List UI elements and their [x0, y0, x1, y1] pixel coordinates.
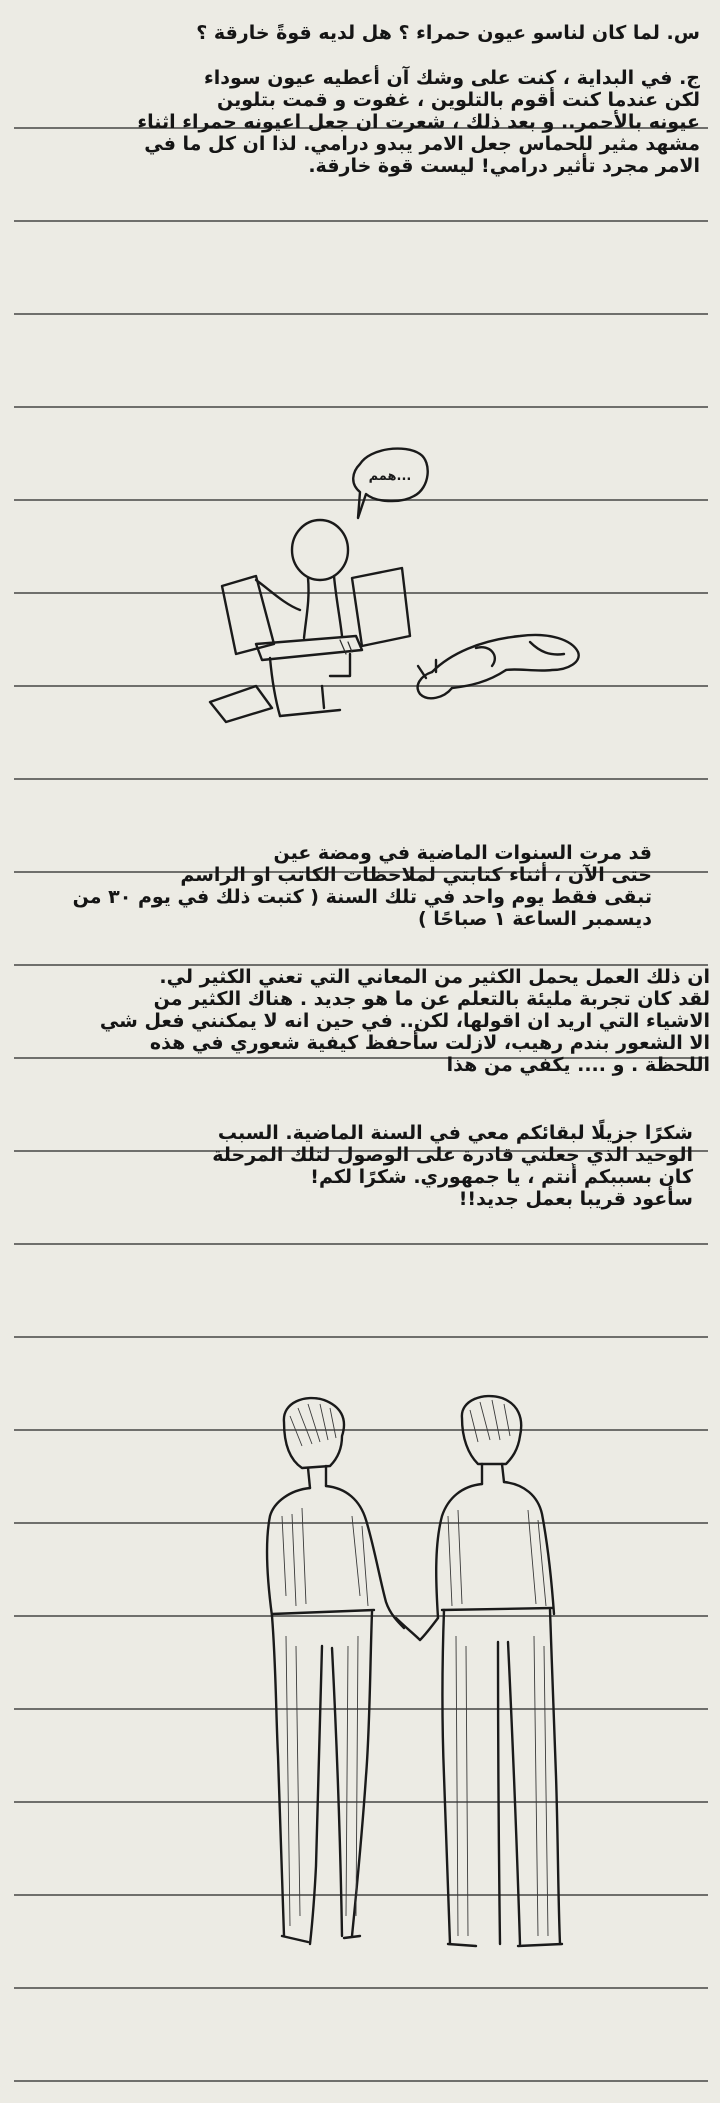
note-line: اللحظة . و .... يكفي من هذا [446, 1054, 710, 1076]
ruled-line [14, 1336, 708, 1338]
thinking-bubble-text: همم... [368, 469, 412, 484]
note-line: لقد كان تجربة مليئة بالتعلم عن ما هو جديد . هناك الكثير من [153, 988, 710, 1010]
note-line: كان بسببكم أنتم ، يا جمهوري. شكرًا لكم! [310, 1166, 693, 1188]
note-line: سأعود قريبا بعمل جديد!! [458, 1188, 693, 1210]
sleeping-fox-drawing [418, 635, 579, 698]
note-line: الا الشعور بندم رهيب، لازلت سأحفظ كيفية شعوري في هذه [149, 1032, 710, 1054]
answer-line: مشهد مثير للحماس جعل الامر يبدو درامي. لذا ان كل ما في [144, 133, 700, 155]
qa-answer [20, 67, 700, 177]
answer-line: عيونه بالأحمر.. و بعد ذلك ، شعرت ان جعل اعيونه حمراء اثناء [137, 111, 700, 133]
answer-line: ج. في البداية ، كنت على وشك آن أعطيه عيون سوداء [204, 67, 700, 89]
note-line: قد مرت السنوات الماضية في ومضة عين [273, 842, 652, 864]
qa-question [20, 22, 700, 44]
ruled-line [14, 778, 708, 780]
joined-hands-drawing [396, 1618, 438, 1640]
note-line: ديسمبر الساعة ١ صباحًا ) [418, 908, 652, 930]
note-line: الاشياء التي اريد ان اقولها، لكن.. في حين انه لا يمكنني فعل شي [99, 1010, 710, 1032]
answer-line: الامر مجرد تأثير درامي! ليست قوة خارقة. [308, 155, 700, 177]
note-line: تبقى فقط يوم واحد في تلك السنة ( كتبت ذلك في يوم ٣٠ من [72, 886, 652, 908]
thinking-bubble [353, 449, 427, 518]
left-figure-drawing [267, 1398, 404, 1944]
ruled-line [14, 1987, 708, 1989]
note-line: الوحيد الذي جعلني قادرة على الوصول لتلك المرحلة [212, 1144, 693, 1166]
note-line: شكرًا جزيلًا لبقائكم معي في السنة الماضية. السبب [217, 1122, 693, 1144]
right-figure-drawing [436, 1396, 562, 1946]
question-text: س. لما كان لناسو عيون حمراء ؟ هل لديه قوةً خارقة ؟ [196, 22, 700, 44]
ruled-line [14, 220, 708, 222]
note-line: ان ذلك العمل يحمل الكثير من المعاني التي تعني الكثير لي. [159, 966, 710, 988]
ruled-line [14, 1243, 708, 1245]
holding-hands-illustration [262, 1396, 582, 1980]
note-paragraph-3 [23, 1122, 693, 1210]
note-paragraph-1 [12, 842, 652, 930]
note-line: حتى الآن ، أثناء كتابتي لملاحظات الكاتب او الراسم [180, 864, 652, 886]
ruled-line [14, 406, 708, 408]
ruled-line [14, 313, 708, 315]
note-paragraph-2 [20, 966, 710, 1076]
laptop-fox-illustration [200, 440, 600, 740]
ruled-line [14, 2080, 708, 2082]
answer-line: لكن عندما كنت أقوم بالتلوين ، غفوت و قمت بتلوين [217, 89, 700, 111]
